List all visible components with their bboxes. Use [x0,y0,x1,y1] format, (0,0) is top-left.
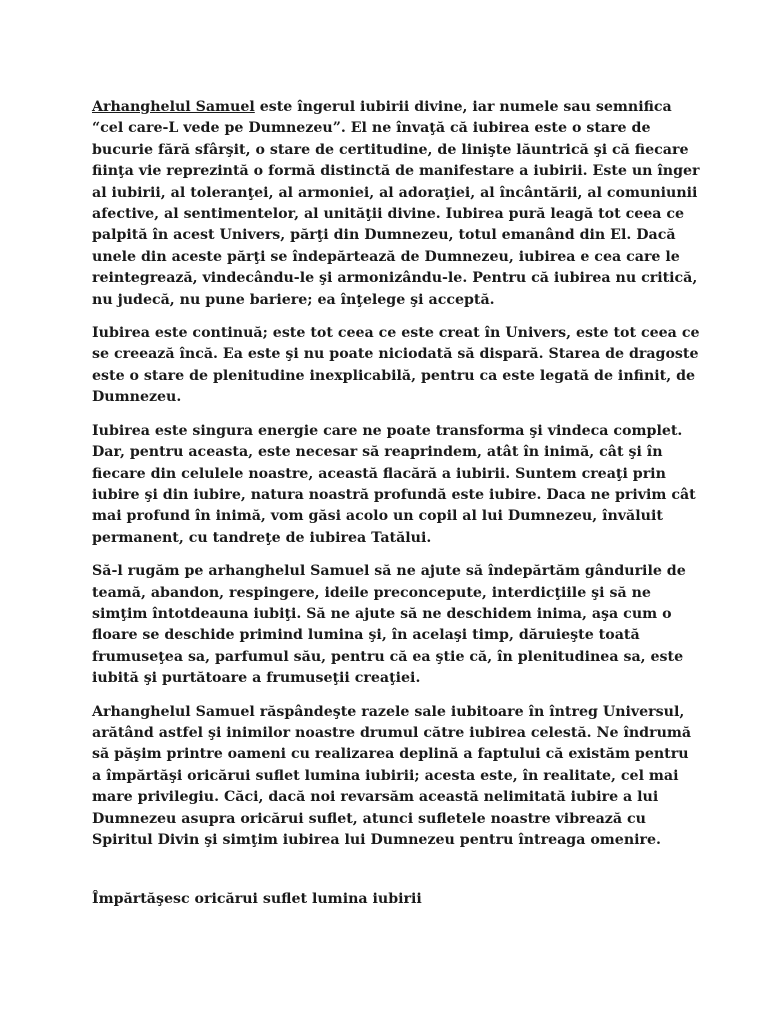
text-line: permanent, cu tandreţe de iubirea Tatălui. [92,529,432,546]
text-line: unele din aceste părţi se îndepărtează de Dumnezeu, iubirea e cea care le [92,248,680,265]
paragraph-1 [92,97,700,311]
paragraph-4 [92,561,692,689]
text-line: Dumnezeu. [92,389,182,406]
text-line: se creează încă. Ea este şi nu poate niciodată să dispară. Starea de dragoste [92,346,699,363]
text-line: arătând astfel şi inimilor noastre drumul către iubirea celestă. Ne îndrumă [92,724,692,741]
text-line: este o stare de plenitudine inexplicabilă, pentru ca este legată de infinit, de [92,367,696,384]
text-line: floare se deschide primind lumina şi, în acelaşi timp, dăruieşte toată [92,627,640,644]
text-line: să păşim printre oameni cu realizarea deplină a faptului că existăm pentru [92,746,689,763]
text-line: Împărtăşesc oricărui suflet lumina iubirii [92,891,422,908]
paragraph-2 [92,323,700,409]
text-line: Iubirea este continuă; este tot ceea ce este creat în Univers, este tot ceea ce [92,325,700,342]
text-line: iubită şi purtătoare a frumuseţii creaţiei. [92,670,421,687]
text-line: Dar, pentru aceasta, este necesar să reaprindem, atât în inimă, cât şi în [92,444,663,461]
text-line: Dumnezeu asupra oricărui suflet, atunci sufletele noastre vibrează cu [92,810,646,827]
text-line: nu judecă, nu pune bariere; ea înţelege şi acceptă. [92,291,495,308]
text-line: Spiritul Divin şi simţim iubirea lui Dumnezeu pentru întreaga omenire. [92,832,661,848]
paragraph-5 [92,702,692,852]
text-line: a împărtăşi oricărui suflet lumina iubirii; acesta este, în realitate, cel mai [92,767,679,784]
text-line: al iubirii, al toleranţei, al armoniei, al adoraţiei, al încântării, al comuniunii [92,184,698,201]
paragraph-3 [92,421,696,549]
text-line: fiinţa vie reprezintă o formă distinctă de manifestare a iubirii. Este un înger [92,163,700,180]
text-line: mai profund în inimă, vom găsi acolo un copil al lui Dumnezeu, învăluit [92,508,663,525]
text-line: palpită în acest Univers, părţi din Dumnezeu, totul emanând din El. Dacă [92,227,676,244]
text-line: simţim întotdeauna iubiţi. Să ne ajute să ne deschidem inima, aşa cum o [92,605,672,622]
text-line: Arhanghelul Samuel este îngerul iubirii divine, iar numele sau semnifica [92,99,672,115]
text-line: Arhanghelul Samuel răspândeşte razele sale iubitoare în întreg Universul, [92,703,685,720]
document-body [92,97,700,923]
text-line: iubire şi din iubire, natura noastră profundă este iubire. Daca ne privim cât [92,486,696,503]
text-line: teamă, abandon, respingere, ideile preconcepute, interdicţiile şi să ne [92,584,651,601]
text-line: frumuseţea sa, parfumul său, pentru că ea ştie că, în plenitudinea sa, este [92,648,684,665]
closing-line [92,889,692,910]
text-line: Să-l rugăm pe arhanghelul Samuel să ne ajute să îndepărtăm gândurile de [92,563,686,580]
text-line: “cel care-L vede pe Dumnezeu”. El ne învaţă că iubirea este o stare de [92,120,651,137]
text-line: reintegrează, vindecându-le şi armonizându-le. Pentru că iubirea nu critică, [92,270,698,287]
text-line: mare privilegiu. Căci, dacă noi revarsăm această nelimitată iubire a lui [92,789,659,806]
text-line: bucurie fără sfârşit, o stare de certitudine, de linişte lăuntrică şi că fiecare [92,141,689,158]
subject-name: Arhanghelul Samuel [92,99,255,115]
text-line: fiecare din celulele noastre, această flacără a iubirii. Suntem creaţi prin [92,465,666,482]
text-line: afective, al sentimentelor, al unităţii divine. Iubirea pură leagă tot ceea ce [92,206,685,223]
text-line: Iubirea este singura energie care ne poate transforma şi vindeca complet. [92,422,683,439]
